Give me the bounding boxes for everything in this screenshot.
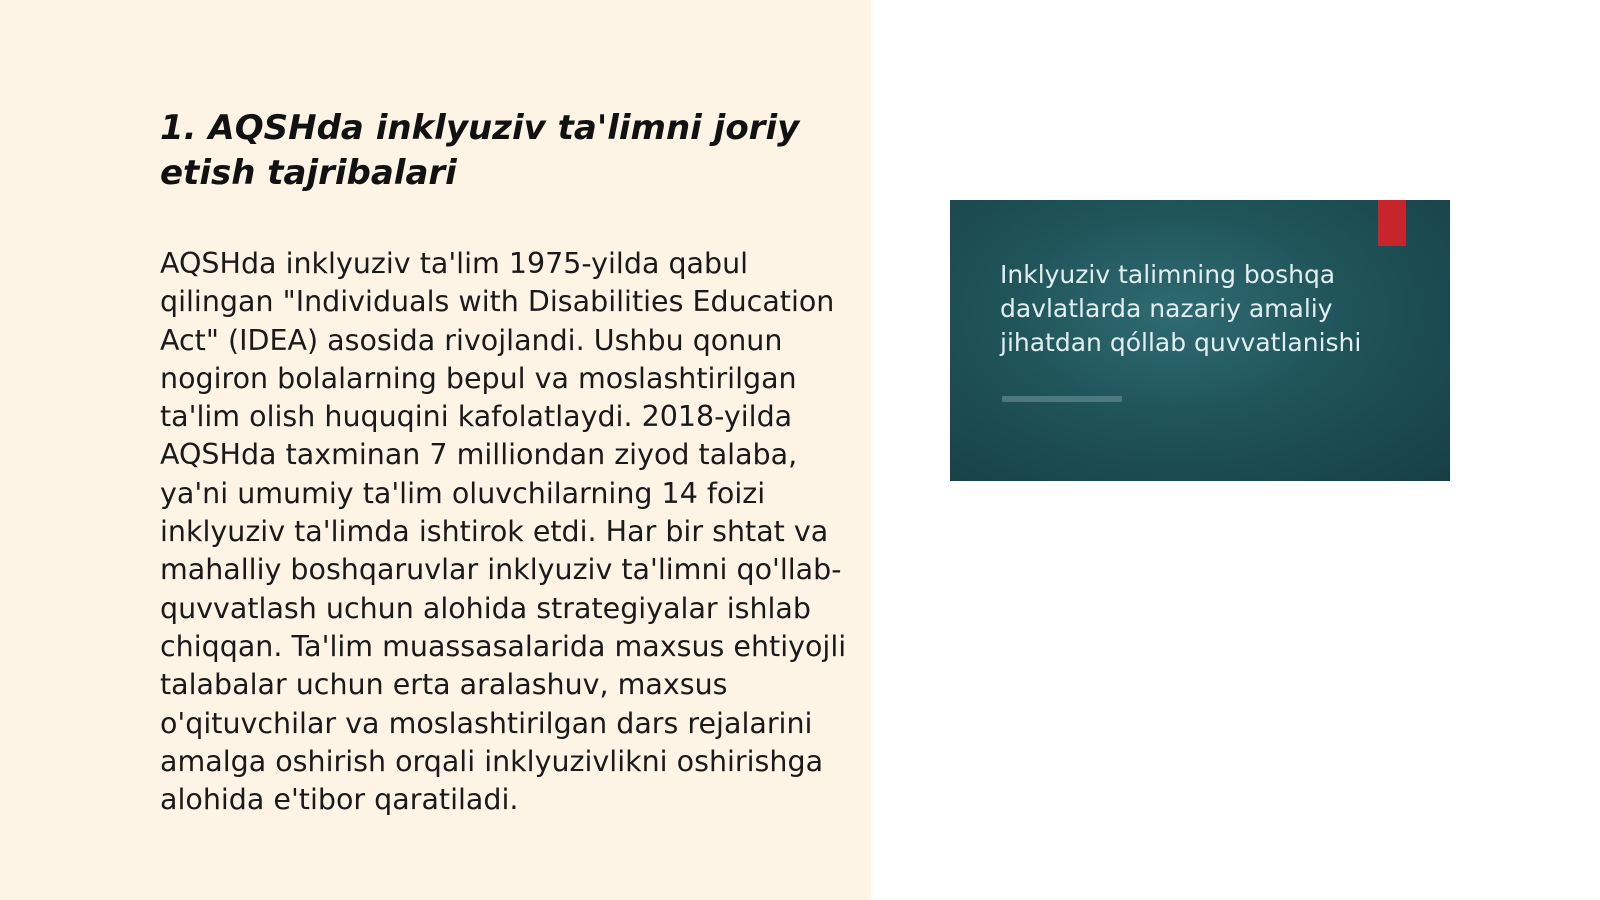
slide-body-text: AQSHda inklyuziv ta'lim 1975-yilda qabul qilingan "Individuals with Disabilities Education Act" (IDEA) asosida rivojlandi. Ushbu qonun nogiron bolalarning bepul va moslashtirilgan ta'lim olish huquqini kafolatlaydi. 2018-yilda AQSHda taxminan 7 milliondan ziyod talaba, ya'ni umumiy ta'lim oluvchilarning 14 foizi inklyuziv ta'limda ishtirok etdi. Har bir shtat va mahalliy boshqaruvlar inklyuziv ta'limni qo'llab-quvvatlash uchun alohida strategiyalar ishlab chiqqan. Ta'lim muassasalarida maxsus ehtiyojli talabalar uchun erta aralashuv, maxsus o'qituvchilar va moslashtirilgan dars rejalarini amalga oshirish orqali inklyuzivlikni oshirishga alohida e'tibor qaratiladi.: [160, 247, 847, 817]
thumbnail-subtitle-line: [1002, 396, 1122, 402]
bookmark-ribbon-icon: [1378, 200, 1406, 246]
thumbnail-title: Inklyuziv talimning boshqa davlatlarda nazariy amaliy jihatdan qóllab quvvatlanishi: [1000, 260, 1362, 357]
slide-thumbnail-image: [950, 200, 1450, 481]
slide-title: 1. AQSHda inklyuziv ta'limni joriy etish tajribalari: [160, 108, 800, 193]
